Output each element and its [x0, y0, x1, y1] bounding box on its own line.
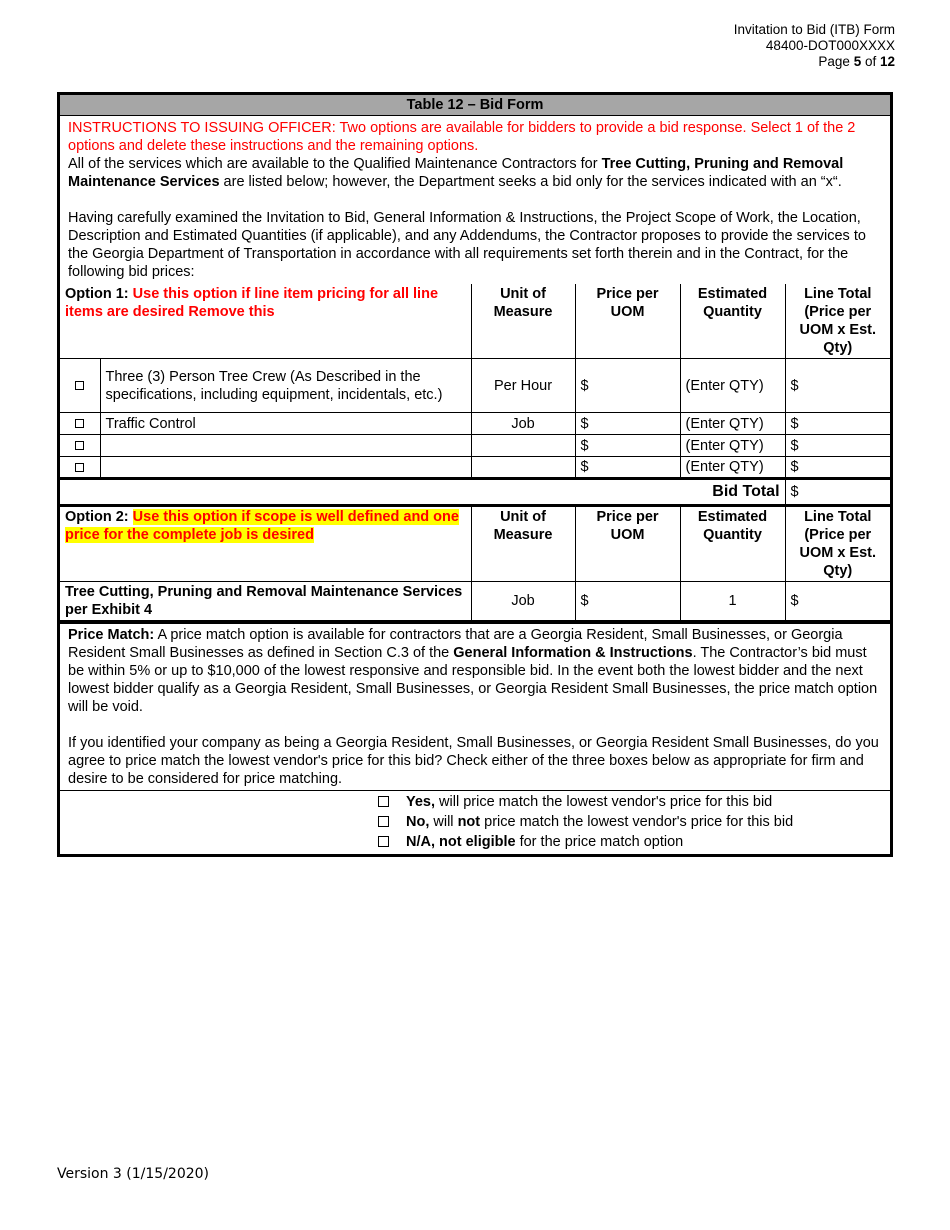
item-price[interactable]: $	[575, 435, 680, 457]
item-price[interactable]: $	[575, 359, 680, 413]
table-title: Table 12 – Bid Form	[60, 95, 890, 116]
item-price[interactable]: $	[575, 413, 680, 435]
item-qty[interactable]: (Enter QTY)	[680, 359, 785, 413]
item-price[interactable]: $	[575, 457, 680, 479]
item-description	[100, 457, 471, 479]
col-line-total: Line Total (Price per UOM x Est. Qty)	[785, 284, 890, 359]
item-total[interactable]: $	[785, 435, 890, 457]
bid-total-value[interactable]: $	[785, 479, 890, 506]
bid-form-table	[57, 92, 893, 857]
table-row	[60, 435, 890, 457]
col-estimated-quantity: Estimated Quantity	[680, 284, 785, 359]
checkbox[interactable]	[75, 419, 84, 428]
item-uom: Job	[471, 413, 575, 435]
col-unit-of-measure: Unit of Measure	[471, 284, 575, 359]
choice-no[interactable]: No, will not price match the lowest vendor's price for this bid	[60, 812, 890, 832]
checkbox[interactable]	[75, 381, 84, 390]
form-number: 48400-DOT000XXXX	[765, 38, 895, 53]
option1-table	[60, 284, 890, 621]
option1-heading: Option 1: Use this option if line item pricing for all line items are desired Remove this	[60, 284, 471, 359]
form-name: Invitation to Bid (ITB) Form	[733, 22, 895, 37]
col-line-total: Line Total (Price per UOM x Est. Qty)	[785, 506, 890, 582]
checkbox[interactable]	[75, 441, 84, 450]
item-total[interactable]: $	[785, 413, 890, 435]
item-total[interactable]: $	[785, 457, 890, 479]
instructions-block	[60, 116, 890, 284]
table-row	[60, 457, 890, 479]
price-match-description: Price Match: A price match option is available for contractors that are a Georgia Resident, Small Businesses, or Georgia Resident Small Businesses as defined in Section C.3 of the General Information & Instructions. The Contractor’s bid must be within 5% or up to $10,000 of the lowest responsive and responsible bid. In the event both the lowest bidder and the next lowest bidder qualify as a Georgia Resident, Small Businesses, or Georgia Resident Small Businesses, the price match option will be void.	[68, 627, 878, 715]
col-price-per-uom: Price per UOM	[575, 284, 680, 359]
option2-price[interactable]: $	[575, 582, 680, 621]
checkbox[interactable]	[378, 836, 389, 847]
services-intro: All of the services which are available to the Qualified Maintenance Contractors for Tree Cutting, Pruning and Removal Maintenance Services are listed below; however, the Department seeks a bid only for the services indicated with an “x“.	[68, 156, 844, 190]
option2-uom: Job	[471, 582, 575, 621]
option2-heading: Option 2: Use this option if scope is well defined and one price for the complete job is desired	[60, 506, 471, 582]
option2-description: Tree Cutting, Pruning and Removal Maintenance Services per Exhibit 4	[60, 582, 471, 621]
col-unit-of-measure: Unit of Measure	[471, 506, 575, 582]
checkbox[interactable]	[378, 796, 389, 807]
checkbox[interactable]	[378, 816, 389, 827]
choice-yes[interactable]: Yes, will price match the lowest vendor's price for this bid	[60, 792, 890, 812]
price-match-choices	[60, 790, 890, 854]
choice-na[interactable]: N/A, not eligible for the price match option	[60, 832, 890, 852]
option2-qty: 1	[680, 582, 785, 621]
examination-statement: Having carefully examined the Invitation to Bid, General Information & Instructions, the Project Scope of Work, the Location, Description and Estimated Quantities (if applicable), and any Addendums, the Contractor proposes to provide the services to the Georgia Department of Transportation in accordance with all requirements set forth therein and in the Contract, for the following bid prices:	[68, 210, 866, 280]
col-estimated-quantity: Estimated Quantity	[680, 506, 785, 582]
price-match-question: If you identified your company as being a Georgia Resident, Small Businesses, or Georgia Resident Small Businesses, do you agree to price match the lowest vendor's price for this bid? Check either of the three boxes below as appropriate for firm and desire to be considered for price matching.	[68, 735, 879, 787]
col-price-per-uom: Price per UOM	[575, 506, 680, 582]
item-total[interactable]: $	[785, 359, 890, 413]
item-qty[interactable]: (Enter QTY)	[680, 457, 785, 479]
table-row	[60, 359, 890, 413]
item-description: Traffic Control	[100, 413, 471, 435]
item-qty[interactable]: (Enter QTY)	[680, 435, 785, 457]
issuing-officer-instructions: INSTRUCTIONS TO ISSUING OFFICER: Two options are available for bidders to provide a bid response. Select 1 of the 2 options and delete these instructions and the remaining options.	[68, 120, 856, 154]
checkbox[interactable]	[75, 463, 84, 472]
item-uom	[471, 435, 575, 457]
option2-total[interactable]: $	[785, 582, 890, 621]
price-match-section	[60, 621, 890, 790]
item-description	[100, 435, 471, 457]
page-header	[734, 22, 895, 70]
page-number: Page 5 of 12	[818, 54, 895, 69]
item-uom	[471, 457, 575, 479]
version-footer: Version 3 (1/15/2020)	[57, 1166, 209, 1182]
item-qty[interactable]: (Enter QTY)	[680, 413, 785, 435]
table-row	[60, 413, 890, 435]
item-description: Three (3) Person Tree Crew (As Described in the specifications, including equipment, incidentals, etc.)	[100, 359, 471, 413]
item-uom: Per Hour	[471, 359, 575, 413]
table-row	[60, 582, 890, 621]
bid-total-label: Bid Total	[60, 479, 785, 506]
